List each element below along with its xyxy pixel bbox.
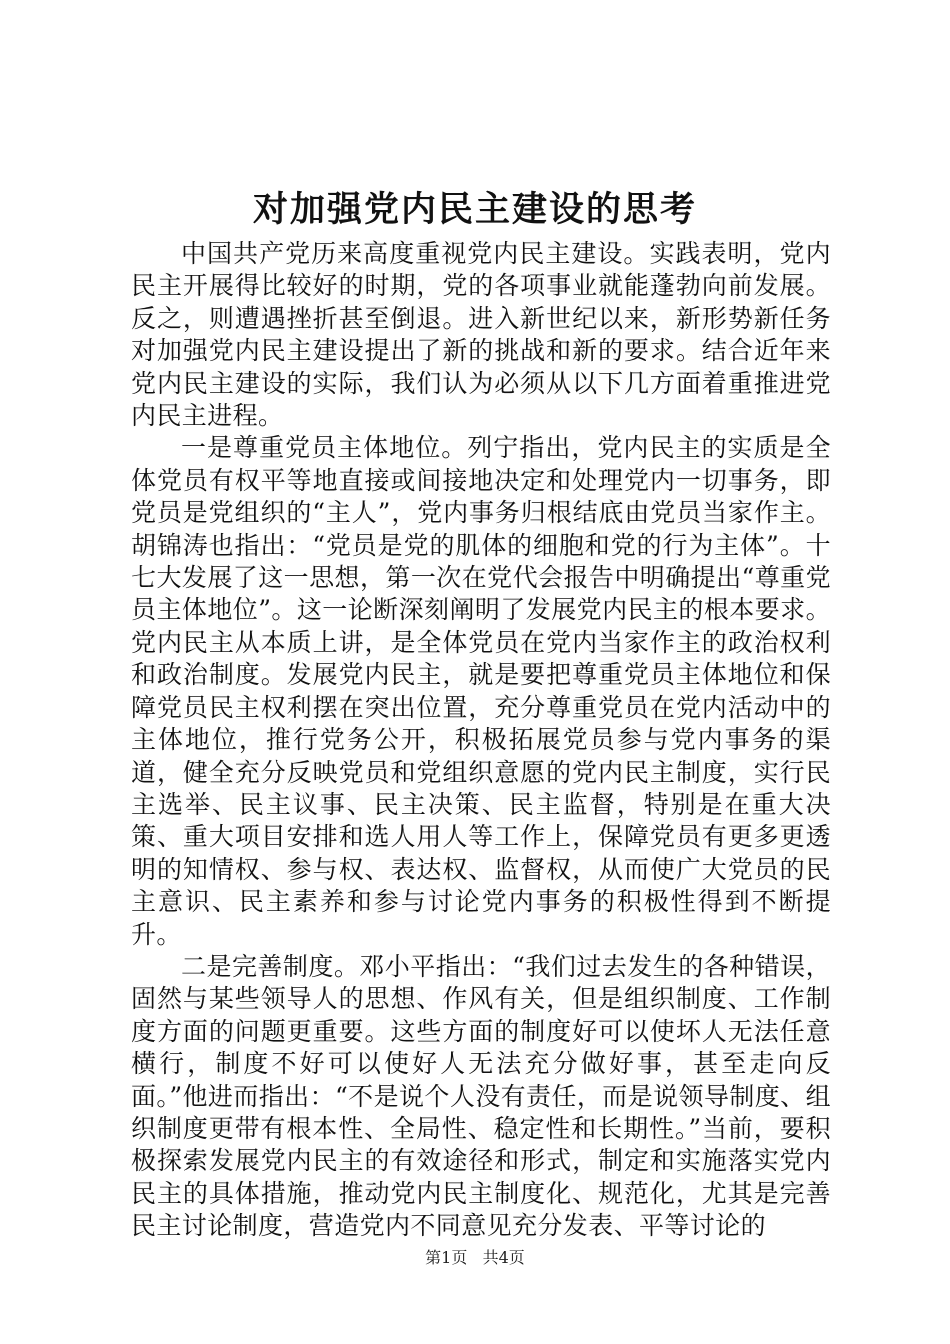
paragraph-point-two: 二是完善制度。邓小平指出：“我们过去发生的各种错误，固然与某些领导人的思想、作风有关，但是组织制度、工作制度方面的问题更重要。这些方面的制度好可以使坏人无法任意横行，制度不好可以使好人无法充分做好事，甚至走向反面。”他进而指出：“不是说个人没有责任，而是说领导制度、组织制度更带有根本性、全局性、稳定性和长期性。”当前，要积极探索发展党内民主的有效途径和形式，制定和实施落实党内民主的具体措施，推动党内民主制度化、规范化，尤其是完善民主讨论制度，营造党内不同意见充分发表、平等讨论的: [131, 951, 831, 1241]
paragraph-intro: 中国共产党历来高度重视党内民主建设。实践表明，党内民主开展得比较好的时期，党的各项事业就能蓬勃向前发展。反之，则遭遇挫折甚至倒退。进入新世纪以来，新形势新任务对加强党内民主建设提出了新的挑战和新的要求。结合近年来党内民主建设的实际，我们认为必须从以下几方面着重推进党内民主进程。: [131, 239, 831, 431]
paragraph-point-one: 一是尊重党员主体地位。列宁指出，党内民主的实质是全体党员有权平等地直接或间接地决定和处理党内一切事务，即党员是党组织的“主人”，党内事务归根结底由党员当家作主。胡锦涛也指出：“党员是党的肌体的细胞和党的行为主体”。十七大发展了这一思想，第一次在党代会报告中明确提出“尊重党员主体地位”。这一论断深刻阐明了发展党内民主的根本要求。党内民主从本质上讲，是全体党员在党内当家作主的政治权利和政治制度。发展党内民主，就是要把尊重党员主体地位和保障党员民主权利摆在突出位置，充分尊重党员在党内活动中的主体地位，推行党务公开，积极拓展党员参与党内事务的渠道，健全充分反映党员和党组织意愿的党内民主制度，实行民主选举、民主议事、民主决策、民主监督，特别是在重大决策、重大项目安排和选人用人等工作上，保障党员有更多更透明的知情权、参与权、表达权、监督权，从而使广大党员的民主意识、民主素养和参与讨论党内事务的积极性得到不断提升。: [131, 433, 831, 949]
document-title: 对加强党内民主建设的思考: [252, 189, 697, 230]
page-number: 第1页: [425, 1248, 468, 1267]
page-footer: [0, 1247, 950, 1269]
document-body: [131, 238, 831, 1243]
page-total: 共4页: [482, 1248, 525, 1267]
